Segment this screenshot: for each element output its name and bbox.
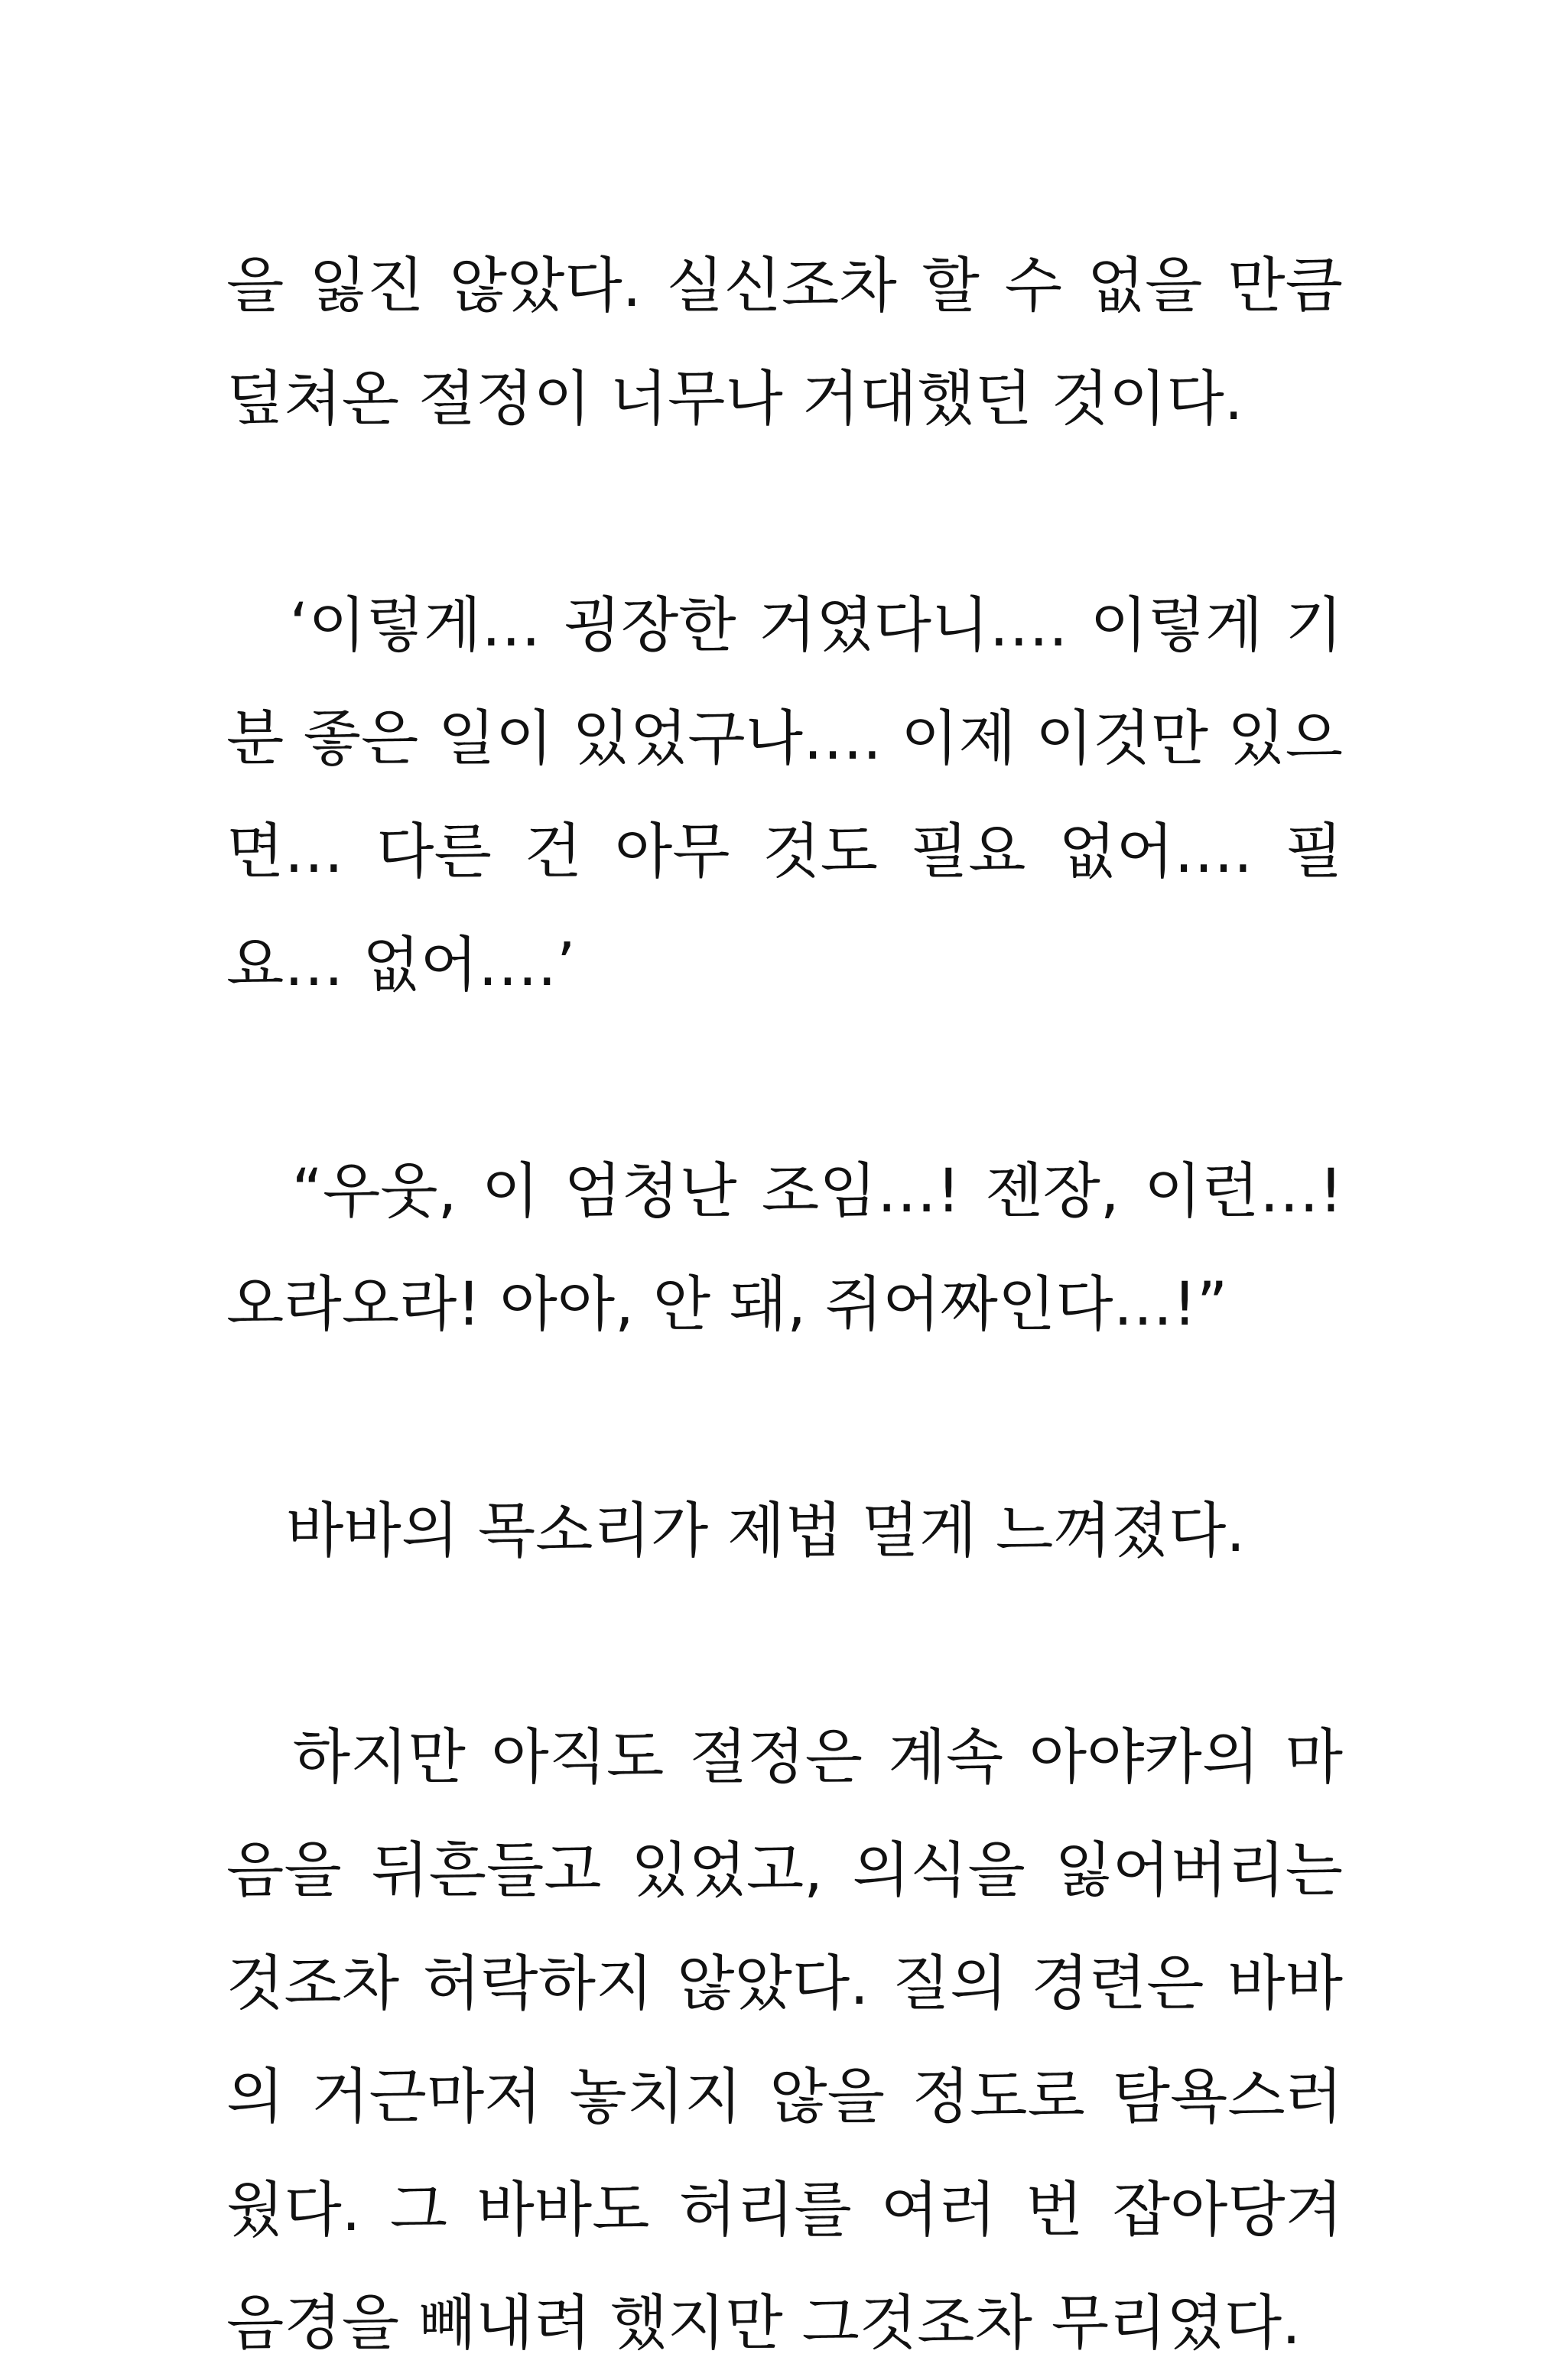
text-line: 분 좋은 일이 있었구나…. 이제 이것만 있으 xyxy=(226,704,1343,773)
text-line: 을 잃진 않았다. 실신조차 할 수 없을 만큼 xyxy=(226,252,1343,320)
text-line: 것조차 허락하지 않았다. 질의 경련은 바바 xyxy=(226,1949,1343,2018)
paragraph-4 xyxy=(226,1474,1343,1588)
paragraph-3 xyxy=(226,1135,1343,1361)
paragraph-gap xyxy=(226,1588,1343,1701)
text-line: 요… 없어….’ xyxy=(226,931,576,1000)
paragraph-gap xyxy=(226,456,1343,569)
text-line: 오라오라! 아아, 안 돼, 쥐어짜인다…!” xyxy=(226,1270,1228,1339)
text-line: 바바의 목소리가 제법 멀게 느껴졌다. xyxy=(226,1497,1246,1566)
text-line: 웠다. 그 바바도 허리를 여러 번 잡아당겨 xyxy=(226,2176,1343,2245)
text-line: 하지만 아직도 절정은 계속 아야카의 마 xyxy=(226,1723,1343,1792)
text-line: 덮쳐온 절정이 너무나 거대했던 것이다. xyxy=(226,365,1243,434)
paragraph-gap xyxy=(226,1022,1343,1135)
text-line: “우웃, 이 엄청난 조임…! 젠장, 이런…! xyxy=(226,1157,1343,1226)
paragraph-gap xyxy=(226,1361,1343,1474)
text-line: ‘이렇게… 굉장한 거였다니…. 이렇게 기 xyxy=(226,591,1343,660)
text-line: 의 거근마저 놓치지 않을 정도로 탐욕스러 xyxy=(226,2063,1343,2131)
paragraph-1 xyxy=(226,229,1343,456)
paragraph-5 xyxy=(226,1701,1343,2380)
paragraph-2 xyxy=(226,569,1343,1022)
text-line: 음을 뒤흔들고 있었고, 의식을 잃어버리는 xyxy=(226,1836,1343,1905)
text-line: 면… 다른 건 아무 것도 필요 없어…. 필 xyxy=(226,818,1343,886)
document-page xyxy=(226,229,1343,2380)
text-line: 음경을 빼내려 했지만 그것조차 무리였다. xyxy=(226,2289,1301,2358)
